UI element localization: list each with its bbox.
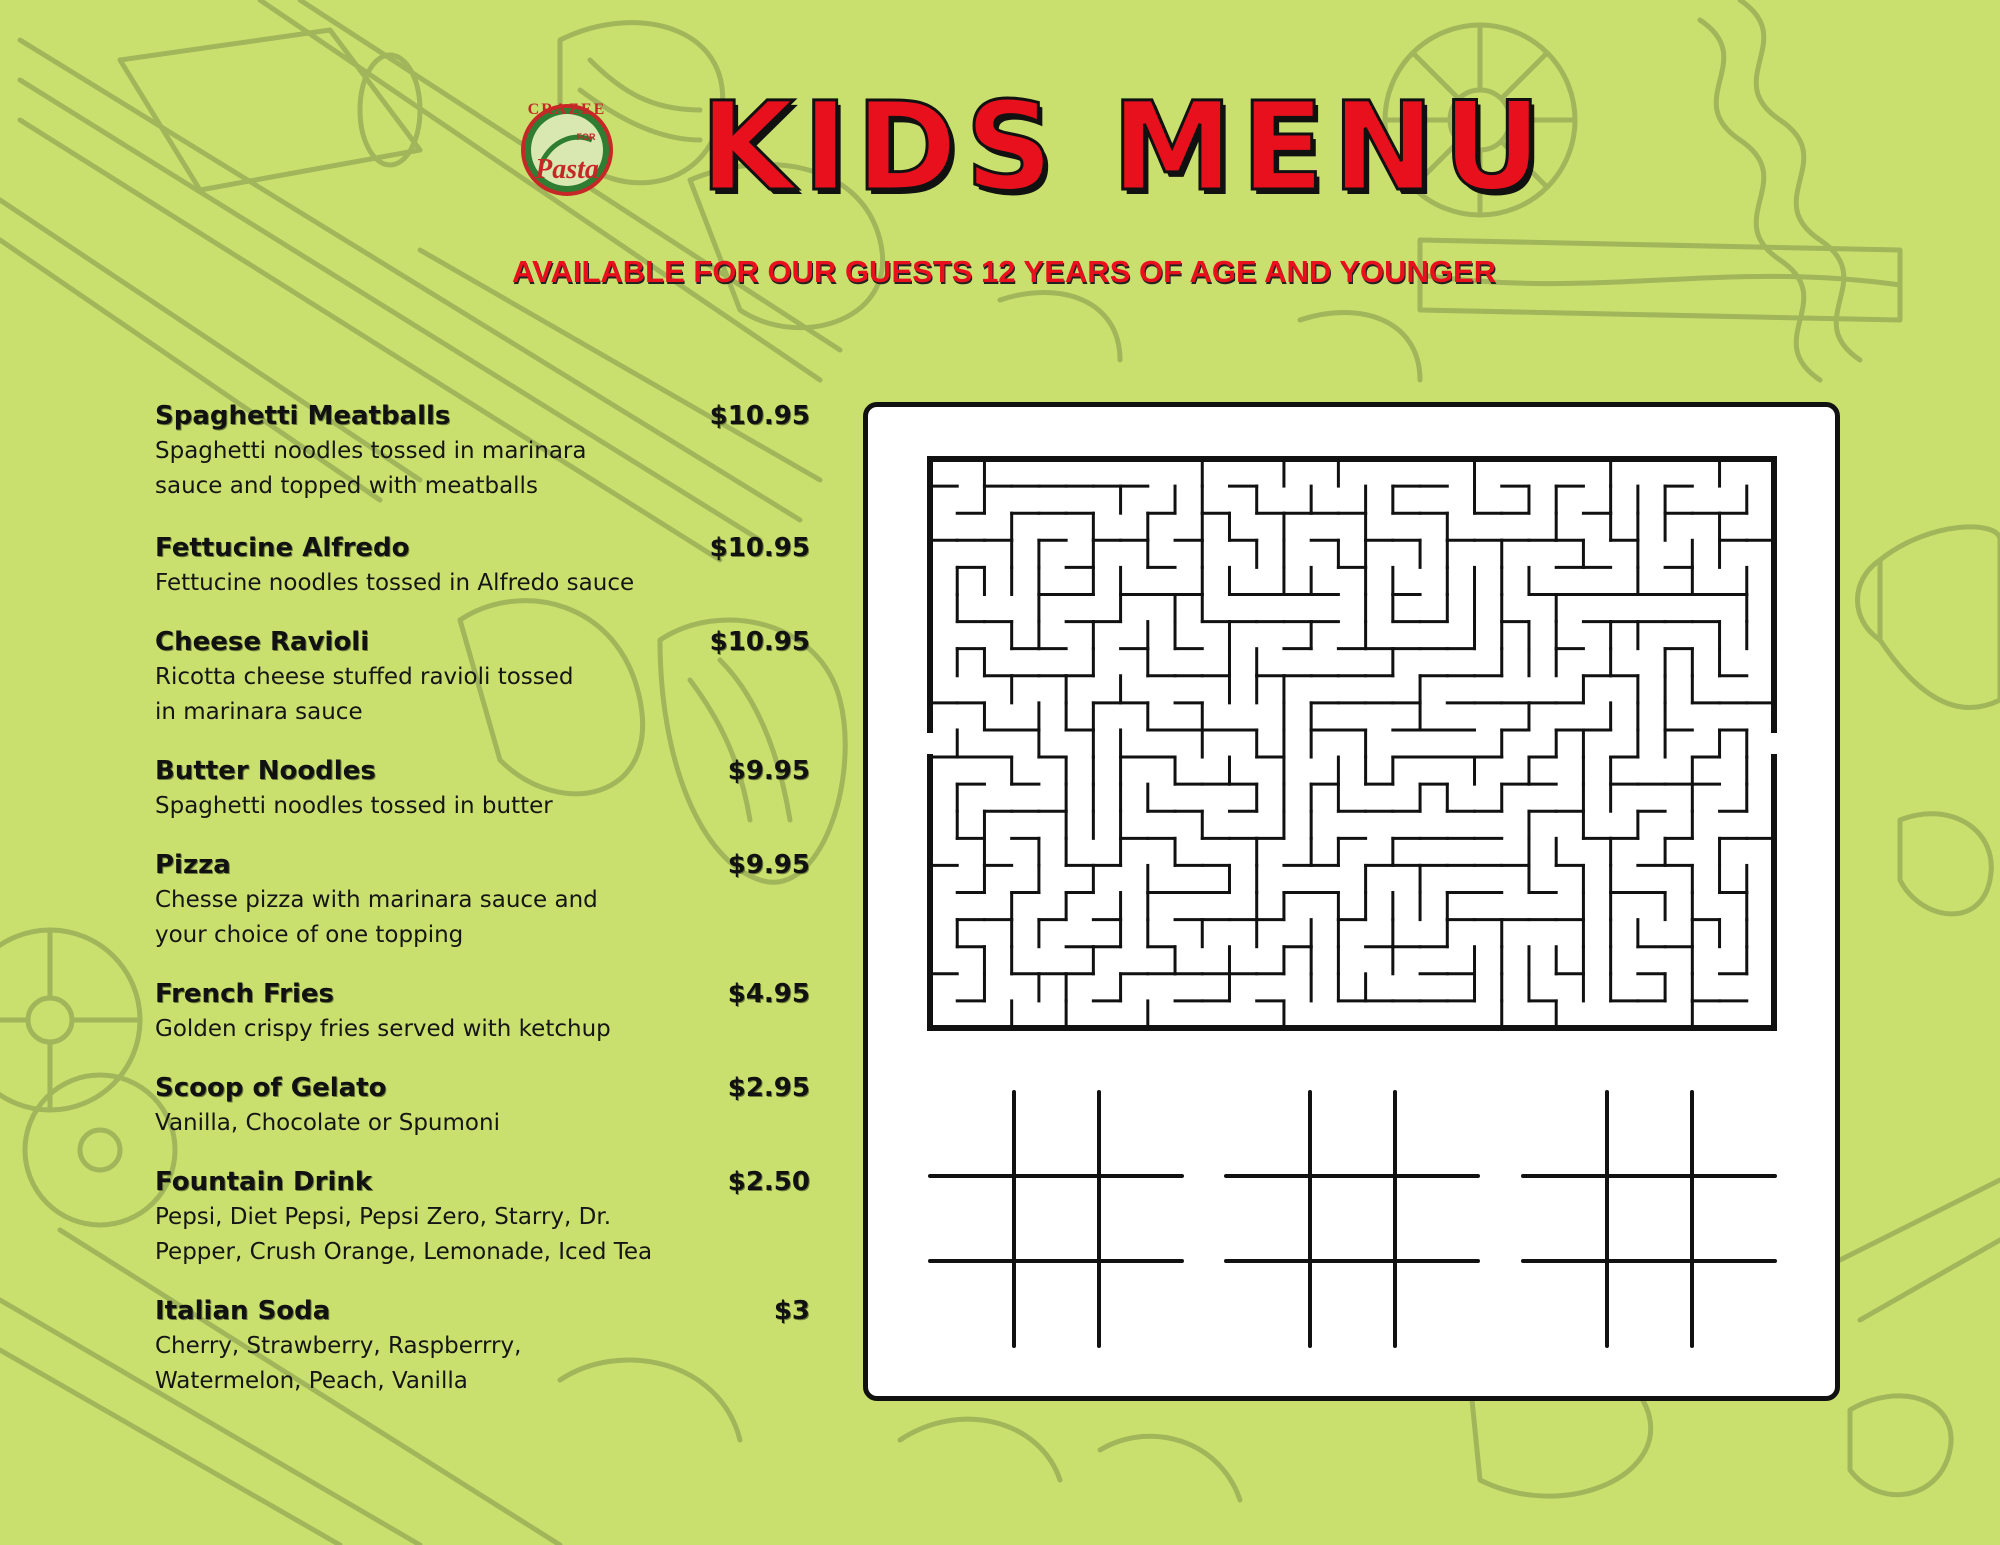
menu-item-description: Spaghetti noodles tossed in butter [155, 793, 553, 819]
menu-item [155, 976, 810, 1047]
menu-item [155, 1293, 810, 1399]
menu-item [155, 1070, 810, 1141]
menu-item-price: $3 [773, 1296, 810, 1326]
menu-item [155, 753, 810, 824]
menu-item [155, 530, 810, 601]
menu-item-description: Watermelon, Peach, Vanilla [155, 1368, 468, 1394]
menu-item-description: in marinara sauce [155, 699, 363, 725]
tic-tac-toe-board[interactable] [1224, 1090, 1480, 1348]
menu-item-name: Fountain Drink [155, 1167, 373, 1197]
logo-text-main: Pasta [535, 154, 599, 185]
menu-item-name: Cheese Ravioli [155, 627, 370, 657]
menu-item [155, 1164, 810, 1270]
menu-item-price: $9.95 [727, 756, 810, 786]
maze-puzzle[interactable] [926, 455, 1778, 1032]
menu-item-price: $10.95 [709, 533, 810, 563]
logo-text-top: CRAZEE [527, 101, 607, 118]
menu-item-price: $10.95 [709, 627, 810, 657]
logo-text-small: FOR [576, 132, 596, 142]
menu-item-description: Chesse pizza with marinara sauce and [155, 887, 598, 913]
menu-item [155, 847, 810, 953]
menu-item-description: Ricotta cheese stuffed ravioli tossed [155, 664, 574, 690]
menu-item [155, 624, 810, 730]
menu-item-name: Butter Noodles [155, 756, 376, 786]
menu-item-price: $2.50 [727, 1167, 810, 1197]
menu-item-description: Spaghetti noodles tossed in marinara [155, 438, 587, 464]
menu-list [155, 398, 810, 1422]
menu-item-name: Scoop of Gelato [155, 1073, 387, 1103]
menu-item-description: sauce and topped with meatballs [155, 473, 538, 499]
tic-tac-toe-board[interactable] [1521, 1090, 1777, 1348]
menu-item-description: Pepsi, Diet Pepsi, Pepsi Zero, Starry, Dr. [155, 1204, 612, 1230]
menu-item [155, 398, 810, 504]
menu-item-description: Pepper, Crush Orange, Lemonade, Iced Tea [155, 1239, 653, 1265]
crazee-for-pasta-logo [512, 92, 622, 202]
menu-item-name: Italian Soda [155, 1296, 331, 1326]
menu-item-name: Spaghetti Meatballs [155, 401, 451, 431]
menu-item-price: $9.95 [727, 850, 810, 880]
menu-item-name: French Fries [155, 979, 334, 1009]
menu-item-description: Vanilla, Chocolate or Spumoni [155, 1110, 500, 1136]
page-subtitle: AVAILABLE FOR OUR GUESTS 12 YEARS OF AGE AND YOUNGER [512, 254, 1497, 289]
menu-item-description: your choice of one topping [155, 922, 464, 948]
menu-item-name: Pizza [155, 850, 231, 880]
menu-item-description: Fettucine noodles tossed in Alfredo sauce [155, 570, 635, 596]
menu-item-name: Fettucine Alfredo [155, 533, 410, 563]
menu-item-description: Cherry, Strawberry, Raspberrry, [155, 1333, 522, 1359]
menu-item-price: $4.95 [727, 979, 810, 1009]
tic-tac-toe-board[interactable] [928, 1090, 1184, 1348]
page-title: KIDS MENU [700, 76, 1550, 218]
menu-item-description: Golden crispy fries served with ketchup [155, 1016, 611, 1042]
menu-item-price: $10.95 [709, 401, 810, 431]
menu-item-price: $2.95 [727, 1073, 810, 1103]
